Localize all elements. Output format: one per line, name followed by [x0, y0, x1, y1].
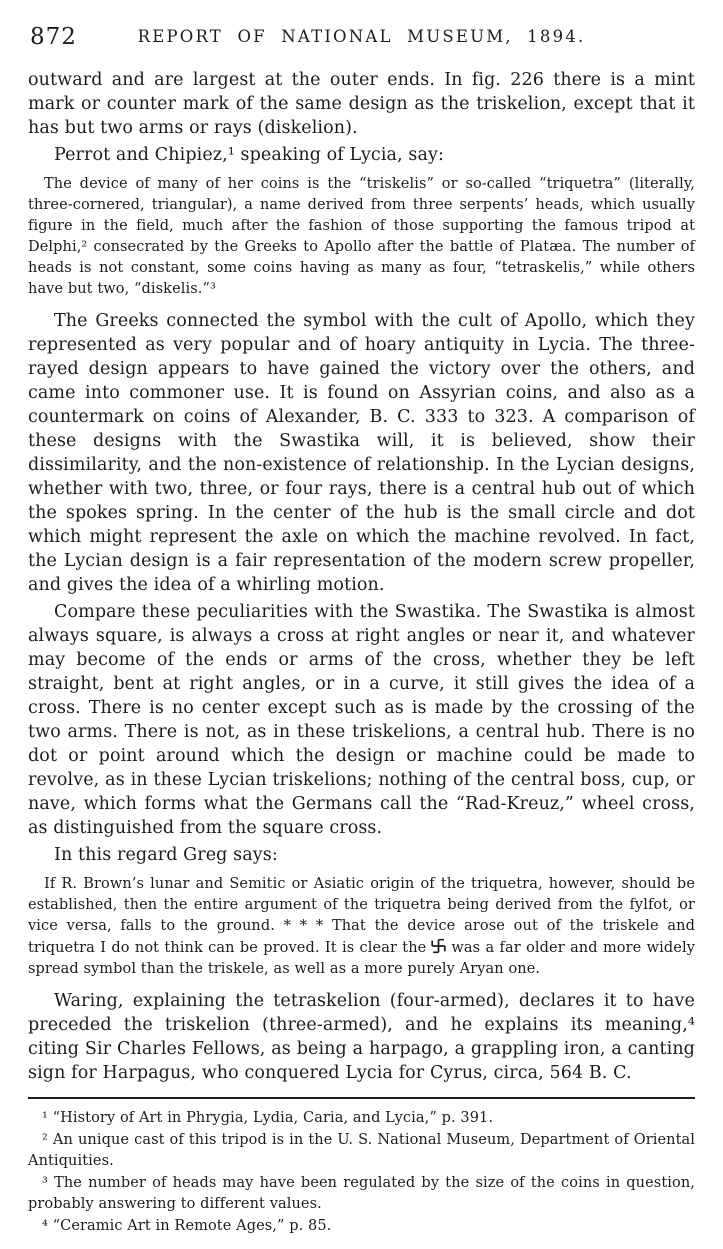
page-body [28, 68, 695, 1085]
paragraph-perrot-intro: Perrot and Chipiez,¹ speaking of Lycia, say: [54, 145, 444, 165]
running-head [28, 24, 695, 58]
blockquote-greg [28, 874, 695, 980]
footnote-3: ³ The number of heads may have been regulated by the size of the coins in question, probably answering to different values. [28, 1174, 695, 1212]
paragraph-greeks-apollo: The Greeks connected the symbol with the cult of Apollo, which they represented as very popular and of hoary antiquity in Lycia. The three-rayed design appears to have gained the victory over the others, and came into commoner use. It is found on Assyrian coins, and also as a countermark on coins of Alexander, B. C. 333 to 323. A comparison of these designs with the Swastika will, it is believed, show their dissimilarity, and the non-existence of relationship. In the Lycian designs, whether with two, three, or four rays, there is a central hub out of which the spokes spring. In the center of the hub is the small circle and dot which might represent the axle on which the machine revolved. In fact, the Lycian design is a fair representation of the modern screw propeller, and gives the idea of a whirling motion. [28, 311, 695, 595]
greg-quote-text-before: If R. Brown’s lunar and Semitic or Asiatic origin of the triquetra, however, should be established, then the entire argument of the triquetra being derived from the fylfot, or vice versa, falls to the ground. * * * That the device arose out of the triskele and triquetra I do not think can be proved. It is clear the [28, 876, 695, 956]
page-number: 872 [30, 24, 77, 50]
swastika-icon [429, 937, 448, 955]
paragraph-waring: Waring, explaining the tetraskelion (four-armed), declares it to have preceded the triskelion (three-armed), and he explains its meaning,⁴ citing Sir Charles Fellows, as being a harpago, a grappling iron, a canting sign for Harpagus, who conquered Lycia for Cyrus, circa, 564 B. C. [28, 991, 695, 1083]
footnote-2: ² An unique cast of this tripod is in the U. S. National Museum, Department of Oriental Antiquities. [28, 1131, 695, 1169]
running-title: REPORT OF NATIONAL MUSEUM, 1894. [137, 27, 586, 46]
paragraph-outward-continuation: outward and are largest at the outer ends. In fig. 226 there is a mint mark or counter mark of the same design as the triskelion, except that it has but two arms or rays (diskelion). [28, 70, 695, 138]
footnote-4: ⁴ “Ceramic Art in Remote Ages,” p. 85. [42, 1217, 332, 1234]
greg-quote-text-after: was a far older and more widely spread symbol than the triskele, as well as a more purely Aryan one. [28, 940, 695, 977]
paragraph-greg-intro: In this regard Greg says: [54, 845, 278, 865]
footnote-1: ¹ “History of Art in Phrygia, Lydia, Caria, and Lycia,” p. 391. [42, 1110, 494, 1126]
paragraph-compare-swastika: Compare these peculiarities with the Swastika. The Swastika is almost always square, is always a cross at right angles or near it, and whatever may become of the ends or arms of the cross, whether they be left straight, bent at right angles, or in a curve, it still gives the idea of a cross. There is no center except such as is made by the crossing of the two arms. There is not, as in these triskelions, a central hub. There is no dot or point around which the design or machine could be made to revolve, as in these Lycian triskelions; nothing of the central boss, cup, or nave, which forms what the Germans call the “Rad-Kreuz,” wheel cross, as distinguished from the square cross. [28, 602, 695, 838]
footnotes-section [28, 1097, 695, 1237]
blockquote-perrot-chipiez: The device of many of her coins is the “triskelis” or so-called “triquetra” (literally, three-cornered, triangular), a name derived from three serpents’ heads, which usually figure in the field, much after the fashion of those supporting the famous tripod at Delphi,² consecrated by the Greeks to Apollo after the battle of Platæa. The number of heads is not constant, some coins having as many as four, “tetraskelis,” while others have but two, “diskelis.”³ [28, 176, 695, 297]
footnote-divider [28, 1097, 695, 1099]
